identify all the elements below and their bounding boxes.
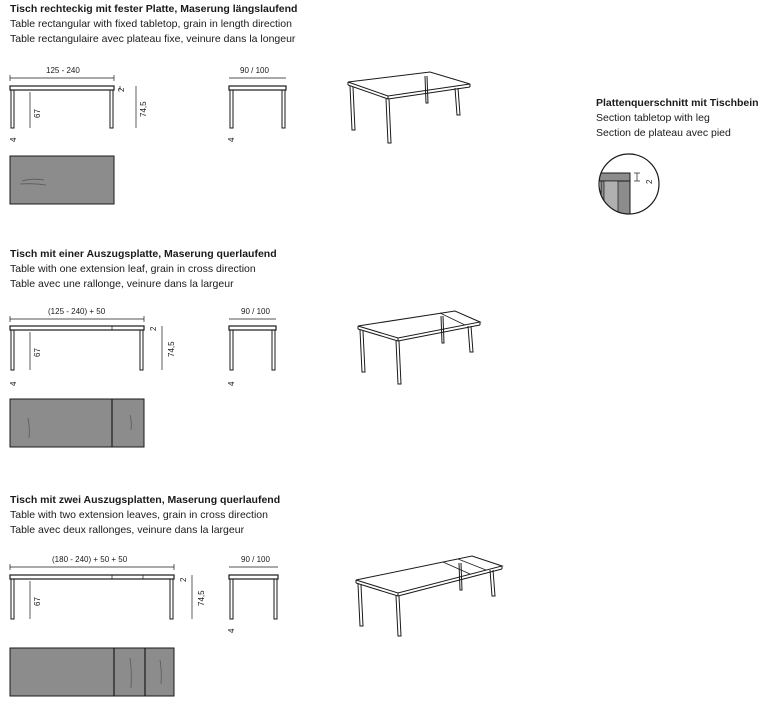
section-title-fr: Table avec une rallonge, veinure dans la largeur xyxy=(10,278,234,290)
total-height-dimension: 74,5 xyxy=(139,101,148,117)
foot-dimension: 4 xyxy=(9,381,18,386)
leg-height-dimension: 67 xyxy=(33,597,42,606)
length-dimension: 125 - 240 xyxy=(46,66,80,75)
top-view-3 xyxy=(10,648,174,696)
top-thickness-dimension: 2 xyxy=(179,577,188,582)
section-detail-title-fr: Section de plateau avec pied xyxy=(596,127,731,139)
perspective-1 xyxy=(348,72,470,143)
width-dimension: 90 / 100 xyxy=(241,307,270,316)
front-elevation-1 xyxy=(10,75,136,128)
total-height-dimension: 74,5 xyxy=(197,590,206,606)
front-elevation-2 xyxy=(10,316,162,370)
width-dimension: 90 / 100 xyxy=(241,555,270,564)
section-title-en: Table with two extension leaves, grain in cross direction xyxy=(10,509,268,521)
section-detail-title-de: Plattenquerschnitt mit Tischbein xyxy=(596,97,759,109)
top-view-2 xyxy=(10,399,144,447)
front-elevation-3 xyxy=(10,564,192,619)
section-detail-thickness: 2 xyxy=(645,179,654,184)
top-thickness-dimension: 2 xyxy=(117,87,126,92)
section-title-en: Table with one extension leaf, grain in cross direction xyxy=(10,263,256,275)
perspective-3 xyxy=(356,556,502,636)
section-title-fr: Table rectangulaire avec plateau fixe, veinure dans la longeur xyxy=(10,33,296,45)
length-dimension: (125 - 240) + 50 xyxy=(48,307,106,316)
total-height-dimension: 74,5 xyxy=(167,341,176,357)
side-elevation-2 xyxy=(229,319,276,370)
leg-height-dimension: 67 xyxy=(33,109,42,118)
section-title-de: Tisch rechteckig mit fester Platte, Maserung längslaufend xyxy=(10,3,298,15)
foot-dimension-side: 4 xyxy=(227,628,236,633)
width-dimension: 90 / 100 xyxy=(240,66,269,75)
perspective-2 xyxy=(358,311,480,384)
top-thickness-dimension: 2 xyxy=(149,326,158,331)
side-elevation-1 xyxy=(229,78,286,128)
foot-dimension-side: 4 xyxy=(227,137,236,142)
section-title-en: Table rectangular with fixed tabletop, grain in length direction xyxy=(10,18,292,30)
section-title-fr: Table avec deux rallonges, veinure dans la largeur xyxy=(10,524,245,536)
section-detail-circle xyxy=(596,154,659,221)
length-dimension: (180 - 240) + 50 + 50 xyxy=(52,555,128,564)
foot-dimension-side: 4 xyxy=(227,381,236,386)
section-title-de: Tisch mit zwei Auszugsplatten, Maserung querlaufend xyxy=(10,494,281,506)
foot-dimension: 4 xyxy=(9,137,18,142)
section-detail-title-en: Section tabletop with leg xyxy=(596,112,710,124)
side-elevation-3 xyxy=(229,567,278,619)
section-title-de: Tisch mit einer Auszugsplatte, Maserung querlaufend xyxy=(10,248,277,260)
top-view-1 xyxy=(10,156,114,204)
leg-height-dimension: 67 xyxy=(33,348,42,357)
